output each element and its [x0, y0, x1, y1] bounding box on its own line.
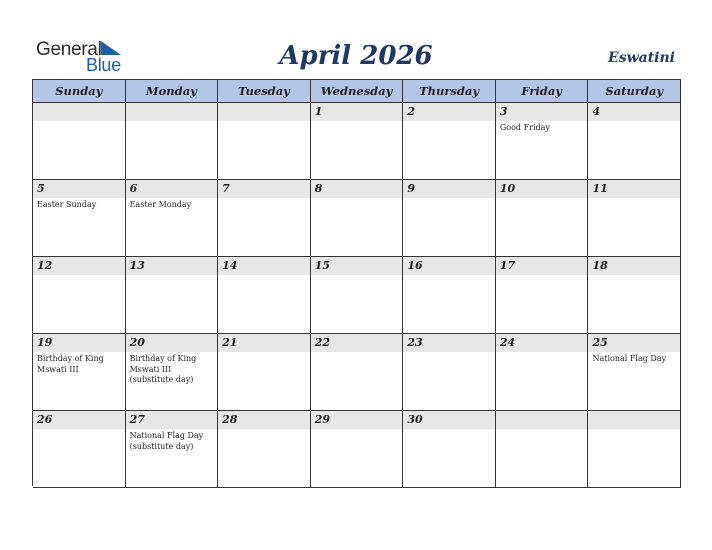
day-cell [403, 411, 496, 488]
day-cell [588, 411, 681, 488]
weekday-header-friday: Friday [496, 80, 589, 103]
week-row [33, 180, 681, 257]
day-number: 27 [129, 413, 145, 426]
day-cell [403, 257, 496, 334]
day-number: 5 [37, 182, 45, 195]
day-cell [33, 103, 126, 180]
logo-text-blue: Blue [86, 55, 121, 75]
day-cell [218, 180, 311, 257]
day-number: 17 [499, 259, 516, 272]
day-number: 13 [129, 259, 145, 272]
day-number: 3 [499, 105, 508, 118]
day-number: 15 [314, 259, 331, 272]
day-cell [496, 257, 589, 334]
day-cell [496, 103, 589, 180]
day-number: 29 [314, 413, 331, 426]
day-number: 18 [592, 259, 608, 272]
day-cell [126, 103, 219, 180]
day-number: 16 [407, 259, 423, 272]
day-cell [311, 180, 404, 257]
day-number: 12 [37, 259, 53, 272]
day-cell [311, 257, 404, 334]
day-band [218, 103, 310, 121]
day-number: 26 [37, 413, 53, 426]
holiday-label: Birthday of King Mswati III [37, 354, 104, 374]
weekday-header-sunday: Sunday [33, 80, 126, 103]
weekday-header-monday: Monday [126, 80, 219, 103]
day-cell [126, 411, 219, 488]
day-number: 14 [222, 259, 238, 272]
day-band [496, 411, 588, 429]
day-cell [588, 103, 681, 180]
day-number: 28 [222, 413, 238, 426]
day-band [403, 180, 495, 198]
holiday-label: Easter Monday [129, 200, 192, 209]
day-band [126, 180, 218, 198]
holiday-label: National Flag Day (substitute day) [129, 431, 204, 451]
day-cell [218, 411, 311, 488]
week-row [33, 411, 681, 488]
day-number: 8 [314, 182, 323, 195]
day-cell [588, 257, 681, 334]
weekday-header-tuesday: Tuesday [218, 80, 311, 103]
day-cell [403, 180, 496, 257]
week-row [33, 334, 681, 411]
day-number: 25 [592, 336, 608, 349]
day-cell [588, 334, 681, 411]
day-cell [33, 334, 126, 411]
day-number: 11 [592, 182, 608, 195]
day-number: 23 [407, 336, 423, 349]
day-cell [218, 334, 311, 411]
day-band [126, 103, 218, 121]
day-cell [126, 257, 219, 334]
day-band [496, 103, 588, 121]
day-number: 10 [499, 182, 516, 195]
day-cell [496, 180, 589, 257]
day-number: 21 [222, 336, 238, 349]
weekday-header-row [33, 80, 681, 103]
day-number: 1 [314, 105, 323, 118]
day-number: 4 [592, 105, 601, 118]
day-cell [403, 334, 496, 411]
calendar-title: April 2026 [279, 41, 433, 71]
day-cell [33, 257, 126, 334]
weekday-header-thursday: Thursday [403, 80, 496, 103]
day-cell [403, 103, 496, 180]
day-number: 6 [129, 182, 138, 195]
day-cell [33, 180, 126, 257]
holiday-label: National Flag Day [592, 354, 667, 363]
day-band [588, 103, 680, 121]
day-number: 19 [37, 336, 53, 349]
day-cell [496, 411, 589, 488]
logo-text-general: General [36, 39, 102, 60]
day-cell [496, 334, 589, 411]
day-cell [126, 180, 219, 257]
country-label: Eswatini [608, 50, 675, 66]
calendar-grid [32, 79, 681, 486]
day-number: 2 [407, 105, 415, 118]
day-number: 9 [407, 182, 415, 195]
week-row [33, 103, 681, 180]
holiday-label: Good Friday [499, 123, 550, 132]
day-cell [218, 257, 311, 334]
week-row [33, 257, 681, 334]
weekday-header-saturday: Saturday [588, 80, 681, 103]
day-number: 22 [314, 336, 331, 349]
day-number: 20 [129, 336, 145, 349]
day-band [588, 411, 680, 429]
day-number: 7 [222, 182, 230, 195]
day-cell [311, 411, 404, 488]
day-band [403, 103, 495, 121]
day-band [218, 180, 310, 198]
day-number: 24 [499, 336, 516, 349]
day-band [33, 103, 125, 121]
day-band [311, 180, 403, 198]
day-number: 30 [407, 413, 423, 426]
day-cell [311, 103, 404, 180]
day-cell [588, 180, 681, 257]
holiday-label: Birthday of King Mswati III (substitute day) [129, 354, 197, 384]
day-band [311, 103, 403, 121]
day-band [33, 180, 125, 198]
day-cell [33, 411, 126, 488]
weekday-header-wednesday: Wednesday [311, 80, 404, 103]
holiday-label: Easter Sunday [37, 200, 97, 209]
day-cell [311, 334, 404, 411]
day-cell [218, 103, 311, 180]
day-cell [126, 334, 219, 411]
